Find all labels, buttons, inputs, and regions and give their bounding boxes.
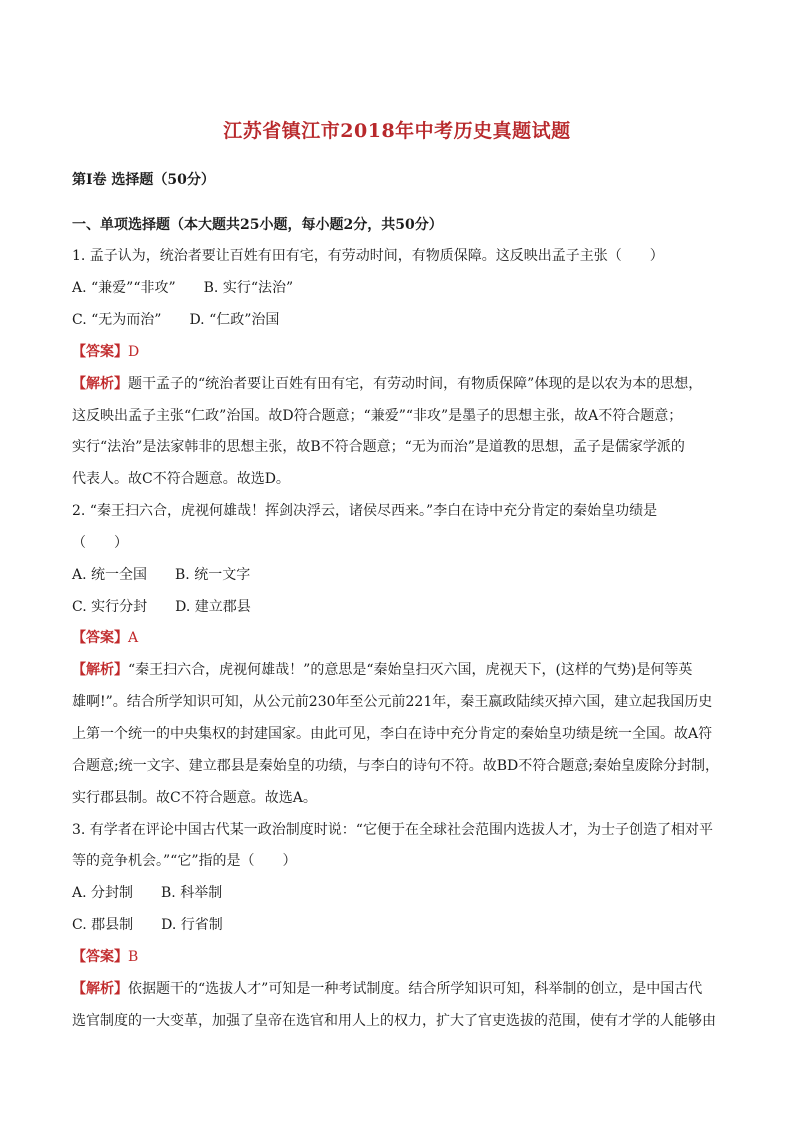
- question-3-analysis-line-1: 【解析】依据题干的“选拔人才”可知是一种考试制度。结合所学知识可知，科举制的创立，是中国古代: [72, 981, 703, 997]
- question-1-analysis-line-4: 代表人。故C不符合题意。故选D。: [72, 471, 290, 487]
- option-a: A. 统一全国: [72, 567, 148, 583]
- question-1-answer: [72, 342, 139, 362]
- question-3-stem-line-1: 3. 有学者在评论中国古代某一政治制度时说：“它便于在全球社会范围内选拔人才，为士子创造了相对平: [72, 822, 713, 838]
- question-3-options-cd: [72, 915, 223, 935]
- question-1-analysis-line-2: 这反映出孟子主张“仁政”治国。故D符合题意；“兼爱”“非攻”是墨子的思想主张，故A不符合题意；: [72, 408, 683, 424]
- question-2-analysis-line-5: 实行郡县制。故C不符合题意。故选A。: [72, 790, 317, 806]
- question-2-stem: 2. “秦王扫六合，虎视何雄哉！挥剑决浮云，诸侯尽西来。”李白在诗中充分肯定的秦始皇功绩是: [72, 503, 658, 519]
- option-b: B. 实行“法治”: [203, 280, 294, 296]
- question-1-options-ab: [72, 278, 293, 298]
- question-2-options-ab: [72, 565, 250, 585]
- question-3-stem-line-2: 等的竞争机会。”“它”指的是（ ）: [72, 853, 297, 869]
- option-d: D. “仁政”治国: [189, 312, 280, 328]
- option-a: A. 分封制: [72, 885, 134, 901]
- question-3-analysis-line-2: 选官制度的一大变革，加强了皇帝在选官和用人上的权力，扩大了官吏选拔的范围，使有才学的人能够由: [72, 1013, 716, 1029]
- analysis-tag: 【解析】: [72, 662, 128, 678]
- question-2-analysis-line-1: 【解析】“秦王扫六合，虎视何雄哉！”的意思是“秦始皇扫灭六国，虎视天下，(这样的气势)是何等英: [72, 662, 693, 678]
- question-1-options-cd: [72, 310, 279, 330]
- answer-tag: 【答案】: [72, 949, 128, 965]
- answer-value: B: [128, 949, 139, 965]
- option-c: C. 郡县制: [72, 917, 134, 933]
- option-d: D. 行省制: [161, 917, 223, 933]
- part-heading: 第Ⅰ卷 选择题（50分）: [72, 172, 215, 188]
- question-2-options-cd: [72, 597, 251, 617]
- analysis-tag: 【解析】: [72, 376, 128, 392]
- question-2-analysis-line-3: 上第一个统一的中央集权的封建国家。由此可见，李白在诗中充分肯定的秦始皇功绩是统一全国。故A符: [72, 726, 713, 742]
- option-d: D. 建立郡县: [175, 599, 251, 615]
- analysis-tag: 【解析】: [72, 981, 128, 997]
- option-b: B. 科举制: [161, 885, 223, 901]
- answer-tag: 【答案】: [72, 344, 128, 360]
- question-2-analysis-line-2: 雄啊!”。结合所学知识可知，从公元前230年至公元前221年，秦王嬴政陆续灭掉六国，建立起我国历史: [72, 694, 713, 710]
- option-a: A. “兼爱”“非攻”: [72, 280, 176, 296]
- question-2-paren: （ ）: [72, 535, 128, 551]
- section-heading: 一、单项选择题（本大题共25小题，每小题2分，共50分）: [72, 217, 443, 233]
- option-c: C. “无为而治”: [72, 312, 162, 328]
- answer-value: A: [128, 630, 139, 646]
- question-3-answer: [72, 947, 138, 967]
- question-2-analysis-line-4: 合题意;统一文字、建立郡县是秦始皇的功绩，与李白的诗句不符。故BD不符合题意;秦始皇废除分封制，: [72, 758, 719, 774]
- option-c: C. 实行分封: [72, 599, 148, 615]
- question-3-options-ab: [72, 883, 222, 903]
- document-title: 江苏省镇江市2018年中考历史真题试题: [223, 120, 571, 142]
- question-1-stem: 1. 孟子认为，统治者要让百姓有田有宅，有劳动时间，有物质保障。这反映出孟子主张（ ）: [72, 248, 664, 264]
- answer-tag: 【答案】: [72, 630, 128, 646]
- question-1-analysis-line-1: 【解析】题干孟子的“统治者要让百姓有田有宅，有劳动时间，有物质保障”体现的是以农为本的思想，: [72, 376, 703, 392]
- option-b: B. 统一文字: [175, 567, 251, 583]
- question-2-answer: [72, 628, 138, 648]
- question-1-analysis-line-3: 实行“法治”是法家韩非的思想主张，故B不符合题意；“无为而治”是道教的思想，孟子是儒家学派的: [72, 439, 685, 455]
- answer-value: D: [128, 344, 140, 360]
